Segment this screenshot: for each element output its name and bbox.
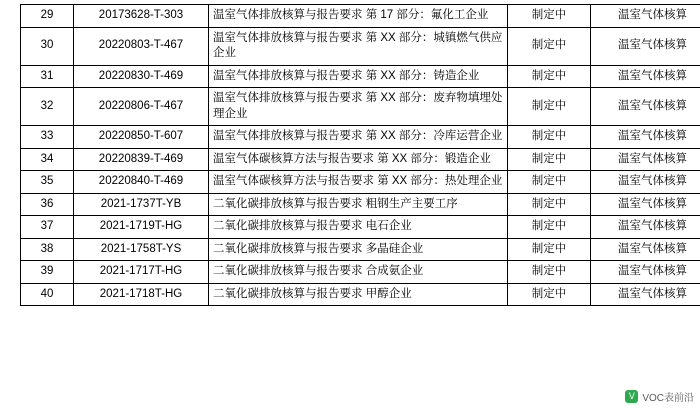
cell-category: 温室气体核算 <box>591 65 700 88</box>
cell-plan-code: 20220839-T-469 <box>74 148 209 171</box>
table-row <box>21 193 700 216</box>
cell-status: 制定中 <box>508 148 591 171</box>
cell-plan-code: 20173628-T-303 <box>74 5 209 28</box>
cell-category: 温室气体核算 <box>591 171 700 194</box>
cell-no: 34 <box>21 148 74 171</box>
cell-no: 38 <box>21 238 74 261</box>
cell-no: 35 <box>21 171 74 194</box>
cell-category: 温室气体核算 <box>591 261 700 284</box>
table-row <box>21 27 700 65</box>
cell-no: 30 <box>21 27 74 65</box>
cell-status: 制定中 <box>508 126 591 149</box>
cell-plan-code: 2021-1737T-YB <box>74 193 209 216</box>
cell-plan-code: 20220806-T-467 <box>74 88 209 126</box>
cell-standard-name: 二氧化碳排放核算与报告要求 电石企业 <box>209 216 508 239</box>
table-row <box>21 126 700 149</box>
cell-category: 温室气体核算 <box>591 216 700 239</box>
cell-plan-code: 20220840-T-469 <box>74 171 209 194</box>
standards-table <box>20 4 700 306</box>
table-row <box>21 5 700 28</box>
cell-status: 制定中 <box>508 216 591 239</box>
table-row <box>21 171 700 194</box>
table-row <box>21 216 700 239</box>
table-row <box>21 148 700 171</box>
cell-status: 制定中 <box>508 171 591 194</box>
table-row <box>21 65 700 88</box>
table-row <box>21 238 700 261</box>
cell-no: 29 <box>21 5 74 28</box>
table-row <box>21 261 700 284</box>
cell-standard-name: 二氧化碳排放核算与报告要求 甲醇企业 <box>209 283 508 306</box>
cell-category: 温室气体核算 <box>591 283 700 306</box>
table-row <box>21 283 700 306</box>
cell-standard-name: 温室气体排放核算与报告要求 第 XX 部分：废弃物填埋处理企业 <box>209 88 508 126</box>
cell-category: 温室气体核算 <box>591 88 700 126</box>
cell-no: 33 <box>21 126 74 149</box>
cell-standard-name: 温室气体排放核算与报告要求 第 XX 部分：城镇燃气供应企业 <box>209 27 508 65</box>
cell-no: 36 <box>21 193 74 216</box>
cell-no: 37 <box>21 216 74 239</box>
cell-standard-name: 二氧化碳排放核算与报告要求 合成氨企业 <box>209 261 508 284</box>
cell-status: 制定中 <box>508 261 591 284</box>
cell-no: 32 <box>21 88 74 126</box>
cell-status: 制定中 <box>508 238 591 261</box>
table-row <box>21 88 700 126</box>
document-page <box>0 4 700 408</box>
cell-standard-name: 温室气体排放核算与报告要求 第 XX 部分：冷库运营企业 <box>209 126 508 149</box>
table-body <box>21 5 700 306</box>
cell-plan-code: 2021-1718T-HG <box>74 283 209 306</box>
cell-standard-name: 温室气体排放核算与报告要求 第 XX 部分：铸造企业 <box>209 65 508 88</box>
cell-category: 温室气体核算 <box>591 148 700 171</box>
cell-standard-name: 二氧化碳排放核算与报告要求 粗钢生产主要工序 <box>209 193 508 216</box>
cell-no: 40 <box>21 283 74 306</box>
cell-status: 制定中 <box>508 283 591 306</box>
cell-plan-code: 2021-1719T-HG <box>74 216 209 239</box>
cell-plan-code: 2021-1717T-HG <box>74 261 209 284</box>
watermark-logo-icon: V <box>625 390 638 403</box>
cell-plan-code: 20220850-T-607 <box>74 126 209 149</box>
watermark <box>625 389 694 404</box>
cell-category: 温室气体核算 <box>591 238 700 261</box>
cell-standard-name: 温室气体碳核算方法与报告要求 第 XX 部分：热处理企业 <box>209 171 508 194</box>
cell-status: 制定中 <box>508 27 591 65</box>
cell-category: 温室气体核算 <box>591 5 700 28</box>
cell-status: 制定中 <box>508 193 591 216</box>
watermark-label: VOC表前沿 <box>642 389 694 404</box>
cell-no: 31 <box>21 65 74 88</box>
cell-standard-name: 温室气体碳核算方法与报告要求 第 XX 部分：锻造企业 <box>209 148 508 171</box>
cell-plan-code: 20220803-T-467 <box>74 27 209 65</box>
cell-status: 制定中 <box>508 88 591 126</box>
cell-plan-code: 2021-1758T-YS <box>74 238 209 261</box>
cell-status: 制定中 <box>508 5 591 28</box>
cell-standard-name: 温室气体排放核算与报告要求 第 17 部分：氟化工企业 <box>209 5 508 28</box>
cell-standard-name: 二氧化碳排放核算与报告要求 多晶硅企业 <box>209 238 508 261</box>
cell-category: 温室气体核算 <box>591 193 700 216</box>
cell-category: 温室气体核算 <box>591 126 700 149</box>
cell-category: 温室气体核算 <box>591 27 700 65</box>
cell-status: 制定中 <box>508 65 591 88</box>
cell-plan-code: 20220830-T-469 <box>74 65 209 88</box>
cell-no: 39 <box>21 261 74 284</box>
